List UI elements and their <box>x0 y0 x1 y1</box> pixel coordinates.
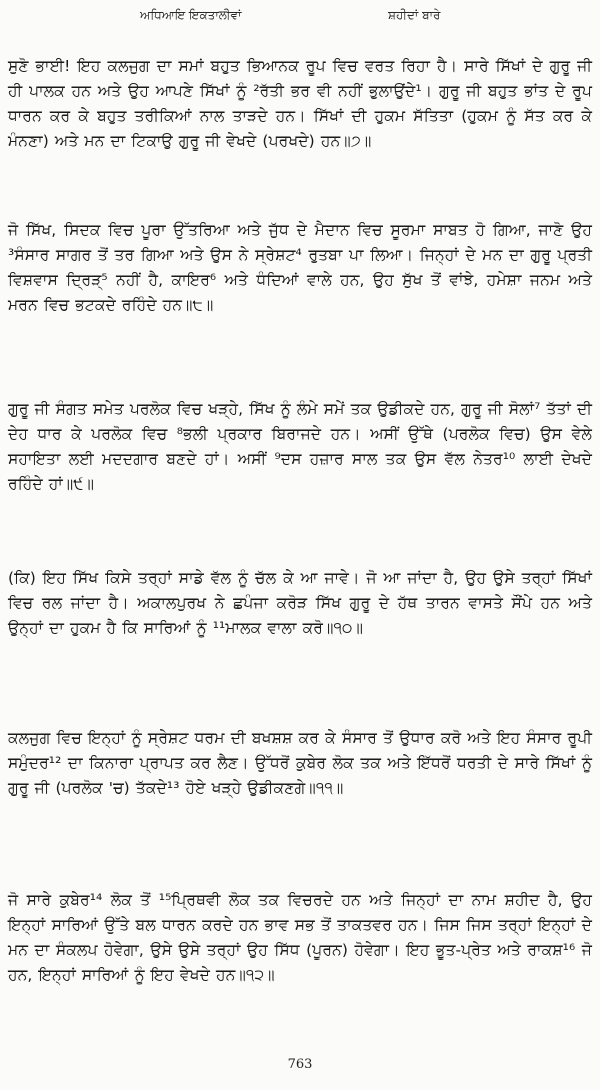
running-header <box>0 8 600 28</box>
paragraph-verse-9: ਗੁਰੂ ਜੀ ਸੰਗਤ ਸਮੇਤ ਪਰਲੋਕ ਵਿਚ ਖੜ੍ਹੇ, ਸਿੱਖ ਨੂੰ ਲੰਮੇ ਸਮੇਂ ਤਕ ਉਡੀਕਦੇ ਹਨ, ਗੁਰੂ ਜੀ ਸੋਲਾਂ⁷ ਤੱਤਾਂ ਦੀ ਦੇਹ ਧਾਰ ਕੇ ਪਰਲੋਕ ਵਿਚ ⁸ਭਲੀ ਪ੍ਰਕਾਰ ਬਿਰਾਜਦੇ ਹਨ। ਅਸੀਂ ਉੱਥੇ (ਪਰਲੋਕ ਵਿਚ) ਉਸ ਵੇਲੇ ਸਹਾਇਤਾ ਲਈ ਮਦਦਗਾਰ ਬਣਦੇ ਹਾਂ। ਅਸੀਂ ⁹ਦਸ ਹਜ਼ਾਰ ਸਾਲ ਤਕ ਉਸ ਵੱਲ ਨੇਤਰ¹⁰ ਲਾਈ ਦੇਖਦੇ ਰਹਿੰਦੇ ਹਾਂ॥੯॥ <box>8 400 592 493</box>
paragraph-verse-7: ਸੁਣੋ ਭਾਈ! ਇਹ ਕਲਜੁਗ ਦਾ ਸਮਾਂ ਬਹੁਤ ਭਿਆਨਕ ਰੂਪ ਵਿਚ ਵਰਤ ਰਿਹਾ ਹੈ। ਸਾਰੇ ਸਿੱਖਾਂ ਦੇ ਗੁਰੂ ਜੀ ਹੀ ਪਾਲਕ ਹਨ ਅਤੇ ਉਹ ਆਪਣੇ ਸਿੱਖਾਂ ਨੂੰ ²ਰੱਤੀ ਭਰ ਵੀ ਨਹੀਂ ਭੁਲਾਉਂਦੇ¹। ਗੁਰੂ ਜੀ ਬਹੁਤ ਭਾਂਤ ਦੇ ਰੂਪ ਧਾਰਨ ਕਰ ਕੇ ਬਹੁਤ ਤਰੀਕਿਆਂ ਨਾਲ ਤਾੜਦੇ ਹਨ। ਸਿੱਖਾਂ ਦੀ ਹੁਕਮ ਸੱਤਿਤਾ (ਹੁਕਮ ਨੂੰ ਸੱਤ ਕਰ ਕੇ ਮੰਨਣਾ) ਅਤੇ ਮਨ ਦਾ ਟਿਕਾਉ ਗੁਰੂ ਜੀ ਵੇਖਦੇ (ਪਰਖਦੇ) ਹਨ॥੭॥ <box>8 57 592 150</box>
chapter-title: ਅਧਿਆਇ ਇਕਤਾਲੀਵਾਂ <box>140 8 242 22</box>
paragraph-verse-10: (ਕਿ) ਇਹ ਸਿੱਖ ਕਿਸੇ ਤਰ੍ਹਾਂ ਸਾਡੇ ਵੱਲ ਨੂੰ ਚੱਲ ਕੇ ਆ ਜਾਵੇ। ਜੋ ਆ ਜਾਂਦਾ ਹੈ, ਉਹ ਉਸੇ ਤਰ੍ਹਾਂ ਸਿੱਖਾਂ ਵਿਚ ਰਲ ਜਾਂਦਾ ਹੈ। ਅਕਾਲਪੁਰਖ ਨੇ ਛਪੰਜਾ ਕਰੋੜ ਸਿੱਖ ਗੁਰੂ ਦੇ ਹੱਥ ਤਾਰਨ ਵਾਸਤੇ ਸੌਂਪੇ ਹਨ ਅਤੇ ਉਨ੍ਹਾਂ ਦਾ ਹੁਕਮ ਹੈ ਕਿ ਸਾਰਿਆਂ ਨੂੰ ¹¹ਮਾਲਕ ਵਾਲਾ ਕਰੋ॥੧੦॥ <box>8 569 592 637</box>
paragraph-verse-8: ਜੋ ਸਿੱਖ, ਸਿਦਕ ਵਿਚ ਪੂਰਾ ਉੱਤਰਿਆ ਅਤੇ ਜੁੱਧ ਦੇ ਮੈਦਾਨ ਵਿਚ ਸੂਰਮਾ ਸਾਬਤ ਹੋ ਗਿਆ, ਜਾਣੋ ਉਹ ³ਸੰਸਾਰ ਸਾਗਰ ਤੋਂ ਤਰ ਗਿਆ ਅਤੇ ਉਸ ਨੇ ਸ੍ਰੇਸ਼ਟ⁴ ਰੁਤਬਾ ਪਾ ਲਿਆ। ਜਿਨ੍ਹਾਂ ਦੇ ਮਨ ਦਾ ਗੁਰੂ ਪ੍ਰਤੀ ਵਿਸ਼ਵਾਸ ਦ੍ਰਿੜ੍⁵ ਨਹੀਂ ਹੈ, ਕਾਇਰ⁶ ਅਤੇ ਧੰਦਿਆਂ ਵਾਲੇ ਹਨ, ਉਹ ਸੁੱਖ ਤੋਂ ਵਾਂਝੇ, ਹਮੇਸ਼ਾ ਜਨਮ ਅਤੇ ਮਰਨ ਵਿਚ ਭਟਕਦੇ ਰਹਿੰਦੇ ਹਨ॥੮॥ <box>8 221 592 314</box>
paragraph-verse-12: ਜੋ ਸਾਰੇ ਕੁਬੇਰ¹⁴ ਲੋਕ ਤੋਂ ¹⁵ਪ੍ਰਿਥਵੀ ਲੋਕ ਤਕ ਵਿਚਰਦੇ ਹਨ ਅਤੇ ਜਿਨ੍ਹਾਂ ਦਾ ਨਾਮ ਸ਼ਹੀਦ ਹੈ, ਉਹ ਇਨ੍ਹਾਂ ਸਾਰਿਆਂ ਉੱਤੇ ਬਲ ਧਾਰਨ ਕਰਦੇ ਹਨ ਭਾਵ ਸਭ ਤੋਂ ਤਾਕਤਵਰ ਹਨ। ਜਿਸ ਜਿਸ ਤਰ੍ਹਾਂ ਇਨ੍ਹਾਂ ਦੇ ਮਨ ਦਾ ਸੰਕਲਪ ਹੋਵੇਗਾ, ਉਸੇ ਉਸੇ ਤਰ੍ਹਾਂ ਉਹ ਸਿੱਧ (ਪੂਰਨ) ਹੋਵੇਗਾ। ਇਹ ਭੂਤ-ਪ੍ਰੇਤ ਅਤੇ ਰਾਕਸ਼¹⁶ ਜੋ ਹਨ, ਇਨ੍ਹਾਂ ਸਾਰਿਆਂ ਨੂੰ ਇਹ ਵੇਖਦੇ ਹਨ॥੧੨॥ <box>8 891 592 984</box>
chapter-topic: ਸ਼ਹੀਦਾਂ ਬਾਰੇ <box>388 8 441 22</box>
paragraph-verse-11: ਕਲਜੁਗ ਵਿਚ ਇਨ੍ਹਾਂ ਨੂੰ ਸ੍ਰੇਸ਼ਟ ਧਰਮ ਦੀ ਬਖਸ਼ਸ਼ ਕਰ ਕੇ ਸੰਸਾਰ ਤੋਂ ਉਧਾਰ ਕਰੋ ਅਤੇ ਇਹ ਸੰਸਾਰ ਰੂਪੀ ਸਮੁੰਦਰ¹² ਦਾ ਕਿਨਾਰਾ ਪ੍ਰਾਪਤ ਕਰ ਲੈਣ। ਉੱਧਰੋਂ ਕੁਬੇਰ ਲੋਕ ਤਕ ਅਤੇ ਇੱਧਰੋਂ ਧਰਤੀ ਦੇ ਸਾਰੇ ਸਿੱਖਾਂ ਨੂੰ ਗੁਰੂ ਜੀ (ਪਰਲੋਕ 'ਚ) ਤੱਕਦੇ¹³ ਹੋਏ ਖੜ੍ਹੇ ਉਡੀਕਣਗੇ॥੧੧॥ <box>8 729 592 797</box>
page-number: 763 <box>287 1057 313 1072</box>
